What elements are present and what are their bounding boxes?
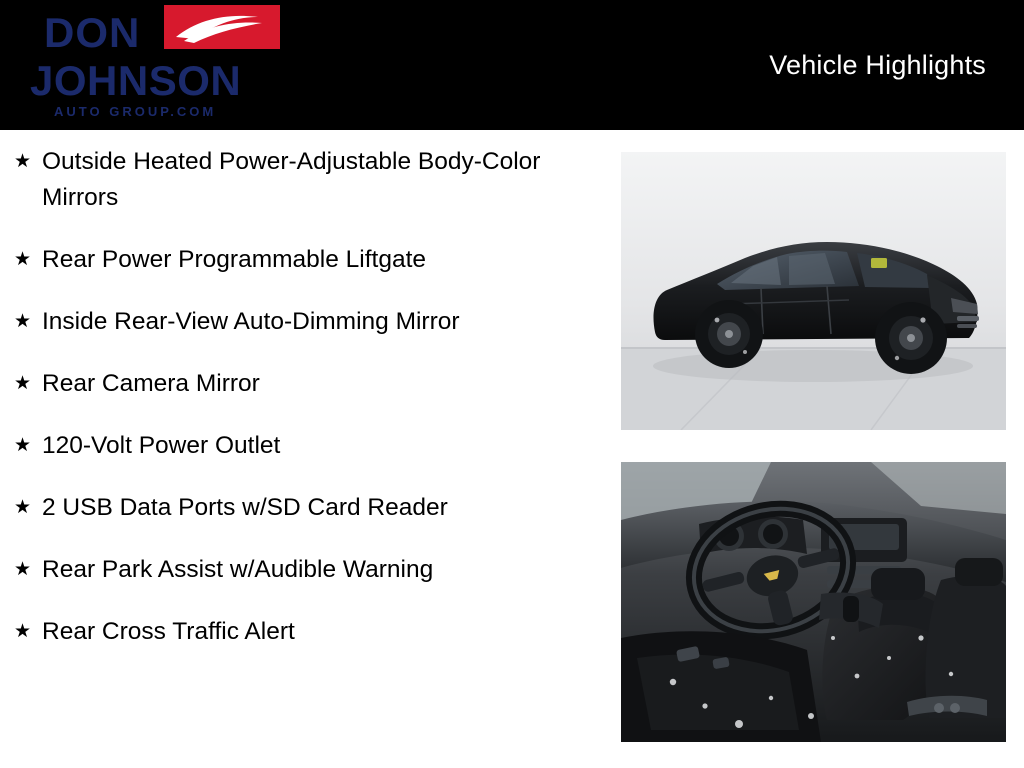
star-bullet-icon: ★ [14,373,32,394]
star-bullet-icon: ★ [14,621,32,642]
list-item [0,366,600,402]
star-bullet-icon: ★ [14,435,32,456]
svg-text:AUTO GROUP.COM: AUTO GROUP.COM [54,104,217,119]
star-bullet-icon: ★ [14,249,32,270]
list-item [0,242,600,278]
star-bullet-icon: ★ [14,559,32,580]
feature-label: 120-Volt Power Outlet [42,432,281,459]
don-johnson-auto-group-logo [22,3,282,127]
feature-label: 2 USB Data Ports w/SD Card Reader [42,494,448,521]
feature-label: Rear Cross Traffic Alert [42,618,295,645]
list-item [0,144,600,216]
feature-label: Outside Heated Power-Adjustable Body-Color Mirrors [42,148,541,211]
list-item [0,304,600,340]
page-header [0,0,1024,130]
feature-label: Inside Rear-View Auto-Dimming Mirror [42,308,460,335]
feature-label: Rear Park Assist w/Audible Warning [42,556,434,583]
list-item [0,490,600,526]
feature-label: Rear Power Programmable Liftgate [42,246,427,273]
vehicle-interior-photo [621,462,1006,742]
list-item [0,428,600,464]
page-title: Vehicle Highlights [769,49,986,80]
svg-text:JOHNSON: JOHNSON [30,57,242,104]
page-body [0,130,1024,768]
list-item [0,552,600,588]
star-bullet-icon: ★ [14,311,32,332]
svg-text:DON: DON [44,9,141,56]
vehicle-exterior-photo [621,152,1006,430]
feature-label: Rear Camera Mirror [42,370,260,397]
star-bullet-icon: ★ [14,151,32,172]
star-bullet-icon: ★ [14,497,32,518]
feature-list [0,144,600,676]
list-item [0,614,600,650]
